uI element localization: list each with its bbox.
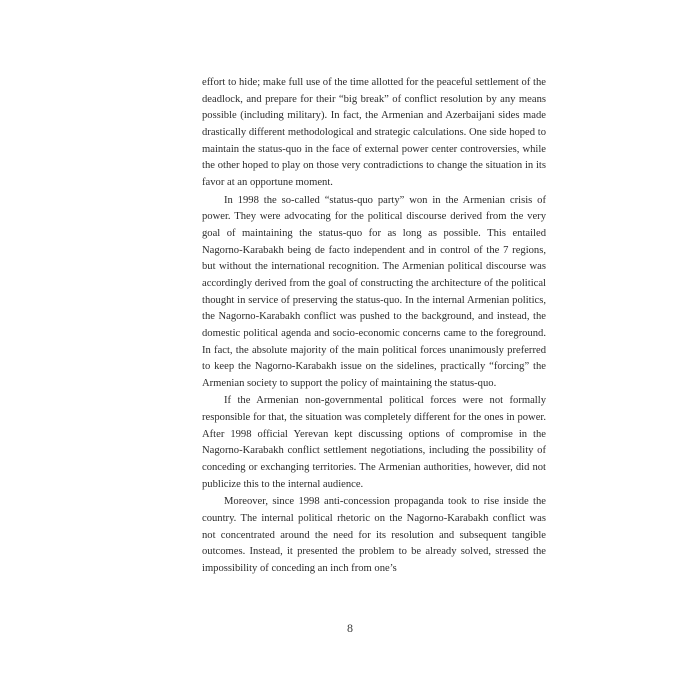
page-number: 8 — [347, 621, 353, 635]
paragraph-non-governmental-forces: If the Armenian non-governmental political forces were not formally responsible for that, the situation was completely different for the ones in power. After 1998 official Yerevan kept discussing options of compromise in the Nagorno-Karabakh conflict settlement negotiations, including the possibility of conceding or exchanging territories. The Armenian authorities, however, did not publicize this to the internal audience. — [202, 395, 546, 490]
paragraph-anti-concession-propaganda: Moreover, since 1998 anti-concession propaganda took to rise inside the country. The internal political rhetoric on the Nagorno-Karabakh conflict was not concentrated around the need for its resolution and subsequent tangible outcomes. Instead, it presented the problem to be already solved, stressed the impossibility of conceding an inch from one’s — [202, 496, 546, 575]
body-text — [202, 75, 546, 578]
paragraph-continued: effort to hide; make full use of the time allotted for the peaceful settlement of the deadlock, and prepare for their “big break” of conflict resolution by any means possible (including military). In fact, the Armenian and Azerbaijani sides made drastically different methodological and strategic calculations. One side hoped to maintain the status-quo in the face of external power center controversies, while the other hoped to play on those very contradictions to change the situation in its favor at an opportune moment. — [202, 77, 546, 188]
paragraph-status-quo-party: In 1998 the so-called “status-quo party” won in the Armenian crisis of power. They were advocating for the political discourse derived from the very goal of maintaining the status-quo for as long as possible. This entailed Nagorno-Karabakh being de facto independent and in control of the 7 regions, but without the international recognition. The Armenian political discourse was accordingly derived from the goal of constructing the architecture of the political thought in service of preserving the status-quo. In the internal Armenian politics, the Nagorno-Karabakh conflict was pushed to the background, and instead, the domestic political agenda and socio-economic concerns came to the foreground. In fact, the absolute majority of the main political forces unanimously preferred to keep the Nagorno-Karabakh issue on the sidelines, practically “forcing” the Armenian society to support the policy of maintaining the status-quo. — [202, 194, 546, 389]
